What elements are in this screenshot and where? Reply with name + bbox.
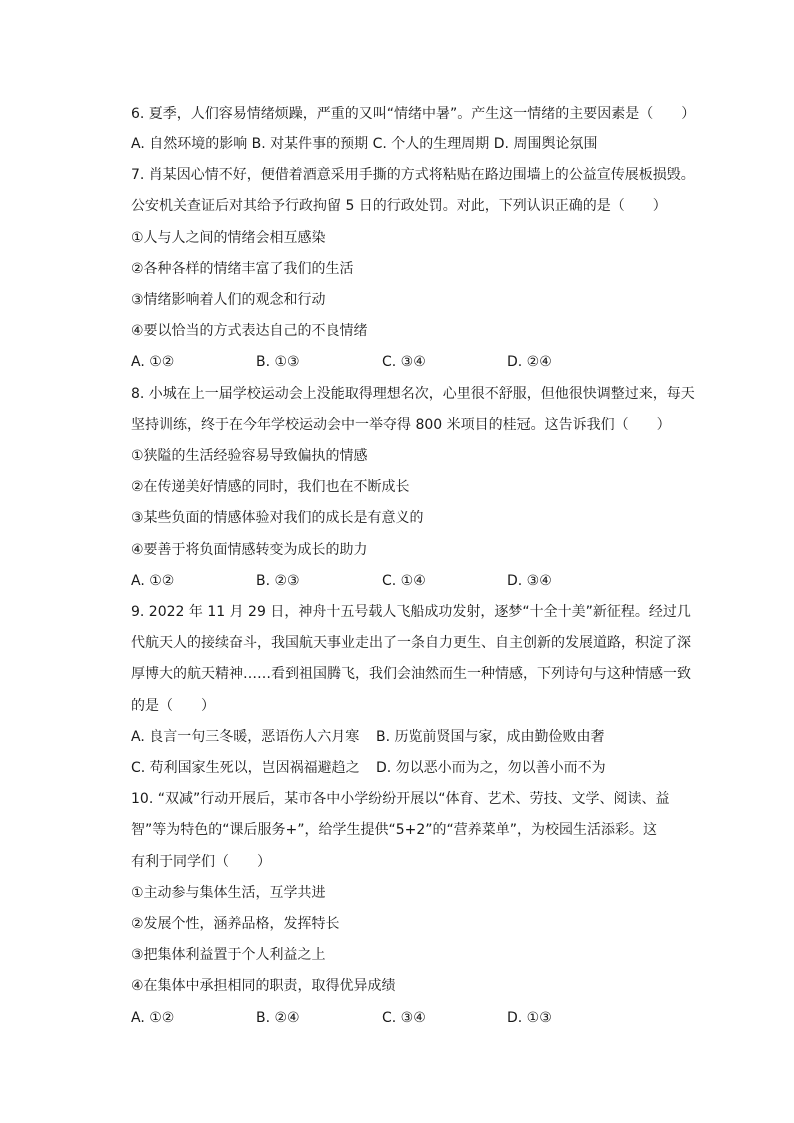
option-b: B. ②③ [256,573,300,589]
option-a: A. ①② [131,354,175,370]
option-a: A. 良言一句三冬暖，恶语伤人六月寒 [131,729,360,745]
question-7-stem-line-1: 7. 肖某因心情不好，便借着酒意采用手撕的方式将粘贴在路边围墙上的公益宣传展板损毁。 [131,167,695,183]
option-d: D. ②④ [507,354,552,370]
option-d: D. 勿以恶小而为之，勿以善小而不为 [376,760,606,776]
option-d: D. ③④ [507,573,552,589]
question-8-stem-line-2: 坚持训练，终于在今年学校运动会中一举夺得 800 米项目的桂冠。这告诉我们（ ） [131,417,671,433]
question-10-statement-1: ①主动参与集体生活，互学共进 [131,885,326,901]
question-8-statement-2: ②在传递美好情感的同时，我们也在不断成长 [131,479,410,495]
question-7-statement-2: ②各种各样的情绪丰富了我们的生活 [131,261,354,277]
question-10-statement-3: ③把集体利益置于个人利益之上 [131,947,326,963]
question-8-stem-line-1: 8. 小城在上一届学校运动会上没能取得理想名次，心里很不舒服，但他很快调整过来，每天 [131,386,695,402]
question-9-stem-line-3: 厚博大的航天精神……看到祖国腾飞，我们会油然而生一种情感，下列诗句与这种情感一致 [131,666,691,682]
option-d: D. ①③ [507,1010,552,1026]
option-c: C. 苟利国家生死以，岂因祸福避趋之 [131,760,360,776]
question-8-statement-4: ④要善于将负面情感转变为成长的助力 [131,542,368,558]
question-7-stem-line-2: 公安机关查证后对其给予行政拘留 5 日的行政处罚。对此，下列认识正确的是（ ） [131,198,667,214]
question-9-stem-line-2: 代航天人的接续奋斗，我国航天事业走出了一条自力更生、自主创新的发展道路，积淀了深 [131,635,691,651]
question-10-statement-4: ④在集体中承担相同的职责，取得优异成绩 [131,978,396,994]
question-7-statement-1: ①人与人之间的情绪会相互感染 [131,230,326,246]
option-c: C. ③④ [382,354,426,370]
question-8-statement-3: ③某些负面的情感体验对我们的成长是有意义的 [131,510,424,526]
option-b: B. ①③ [256,354,300,370]
question-9-stem-line-1: 9. 2022 年 11 月 29 日，神舟十五号载人飞船成功发射，逐梦“十全十美”新征程。经过几 [131,604,691,620]
question-6-options: A. 自然环境的影响 B. 对某件事的预期 C. 个人的生理周期 D. 周围舆论氛围 [131,136,598,152]
question-10-stem-line-3: 有利于同学们（ ） [131,854,271,870]
option-a: A. ①② [131,573,175,589]
option-b: B. 历览前贤国与家，成由勤俭败由奢 [376,729,605,745]
option-a: A. ①② [131,1010,175,1026]
question-8-statement-1: ①狭隘的生活经验容易导致偏执的情感 [131,448,368,464]
question-10-stem-line-1: 10. “双减”行动开展后，某市各中小学纷纷开展以“体育、艺术、劳技、文学、阅读、益 [131,791,670,807]
option-c: C. ③④ [382,1010,426,1026]
question-7-statement-4: ④要以恰当的方式表达自己的不良情绪 [131,323,368,339]
option-b: B. ②④ [256,1010,300,1026]
question-6-stem: 6. 夏季，人们容易情绪烦躁，严重的又叫“情绪中暑”。产生这一情绪的主要因素是（ ） [131,106,696,122]
question-10-statement-2: ②发展个性，涵养品格，发挥特长 [131,916,340,932]
question-10-stem-line-2: 智”等为特色的“课后服务+”，给学生提供“5+2”的“营养菜单”，为校园生活添彩。这 [131,822,658,838]
option-c: C. ①④ [382,573,426,589]
question-9-stem-line-4: 的是（ ） [131,698,215,714]
question-7-statement-3: ③情绪影响着人们的观念和行动 [131,292,326,308]
